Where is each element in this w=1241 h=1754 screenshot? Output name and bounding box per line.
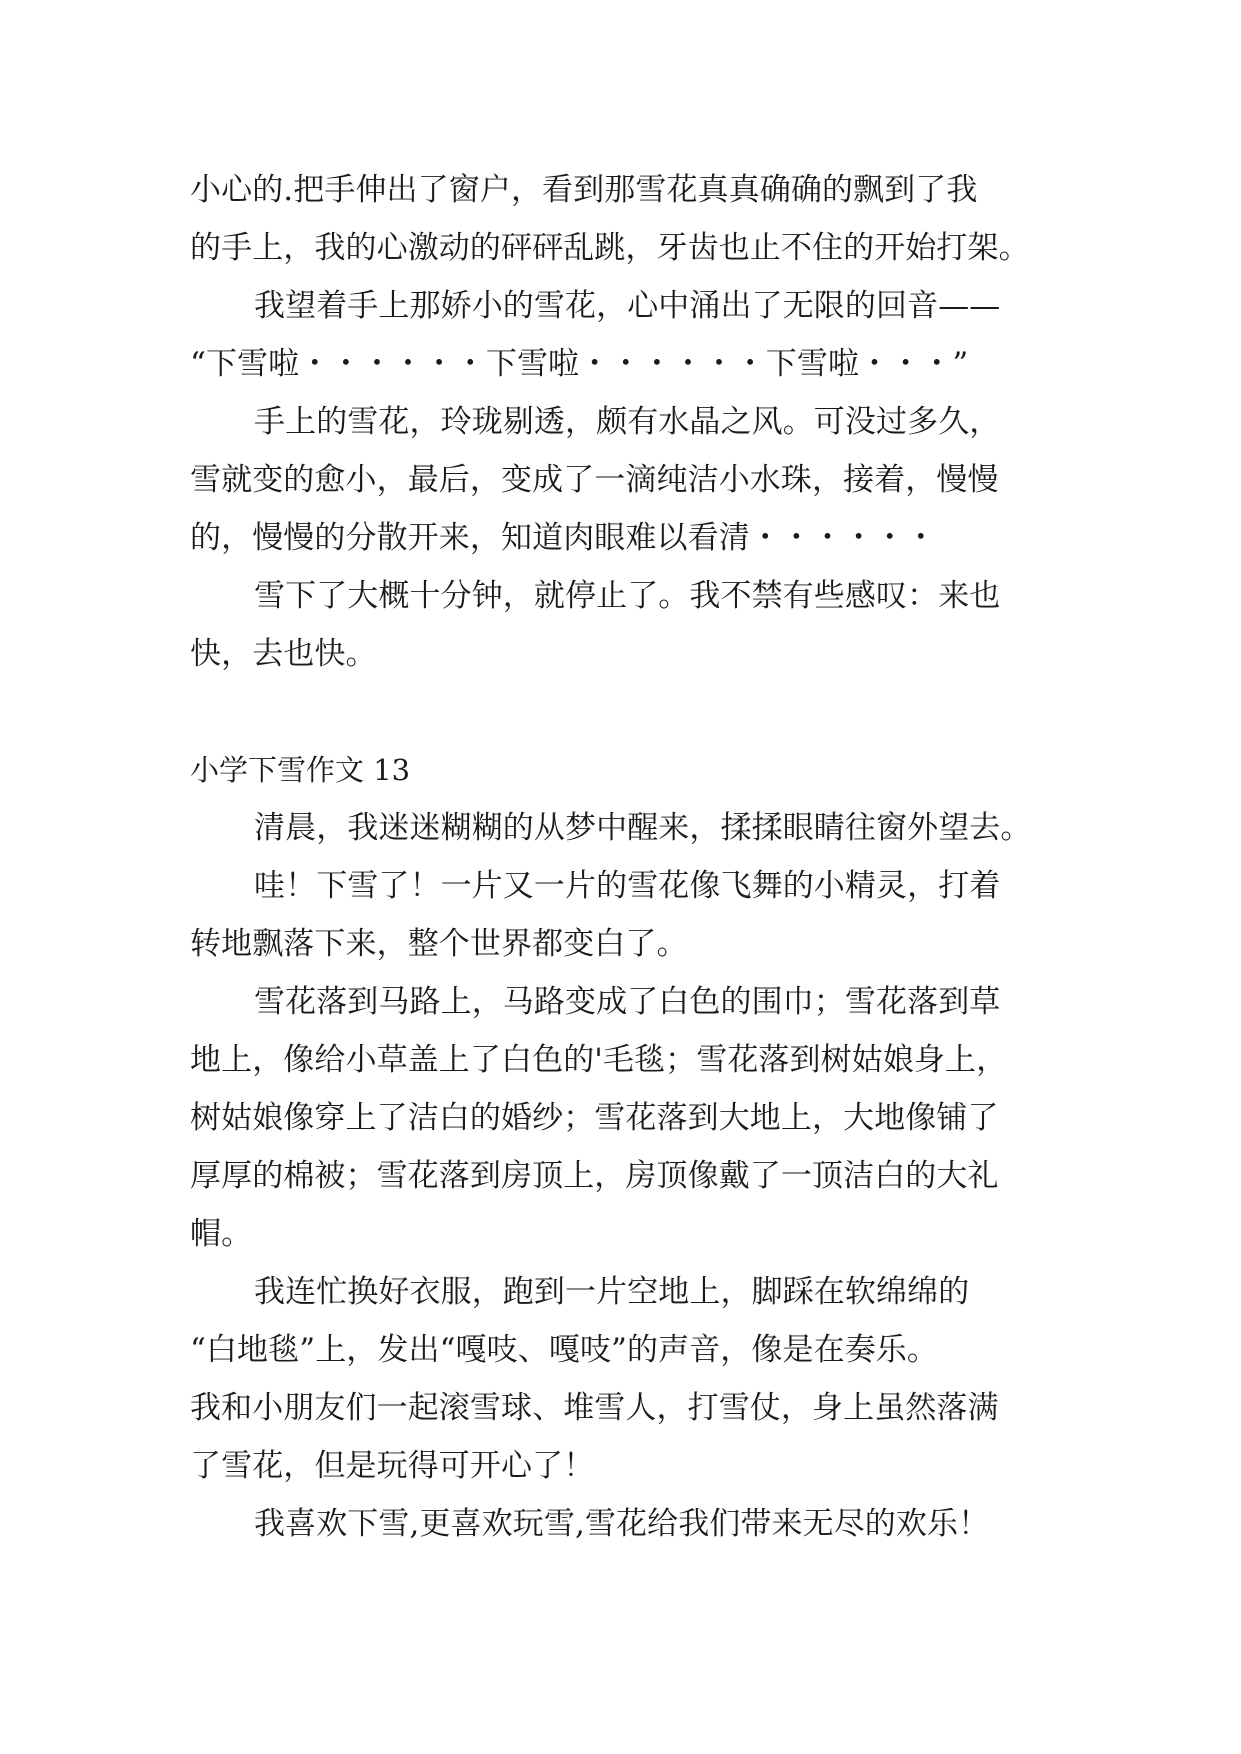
paragraph-line: 地上，像给小草盖上了白色的'毛毯；雪花落到树姑娘身上， [190,1042,1008,1078]
paragraph-line: 帽。 [190,1216,253,1252]
paragraph-line: “白地毯”上，发出“嘎吱、嘎吱”的声音，像是在奏乐。 [190,1332,938,1368]
paragraph-line: 小心的.把手伸出了窗户，看到那雪花真真确确的飘到了我 [190,172,978,208]
paragraph-line: 哇！下雪了！一片又一片的雪花像飞舞的小精灵，打着 [254,868,1001,904]
paragraph-line: 雪就变的愈小，最后，变成了一滴纯洁小水珠，接着，慢慢 [190,462,999,498]
paragraph-line: 我望着手上那娇小的雪花，心中涌出了无限的回音—— [254,288,1001,324]
paragraph-line: 了雪花，但是玩得可开心了！ [190,1448,595,1484]
document-body [190,161,1060,1553]
paragraph-line: 我和小朋友们一起滚雪球、堆雪人，打雪仗，身上虽然落满 [190,1390,999,1426]
section-spacer [190,683,1060,741]
paragraph-line: 清晨，我迷迷糊糊的从梦中醒来，揉揉眼睛往窗外望去。 [254,810,1032,846]
paragraph-line: 树姑娘像穿上了洁白的婚纱；雪花落到大地上，大地像铺了 [190,1100,999,1136]
paragraph-line: 快，去也快。 [190,636,377,672]
paragraph-line: 手上的雪花，玲珑剔透，颇有水晶之风。可没过多久， [254,404,1001,440]
paragraph-line: 我喜欢下雪,更喜欢玩雪,雪花给我们带来无尽的欢乐！ [254,1506,990,1542]
paragraph-line: 雪下了大概十分钟，就停止了。我不禁有些感叹：来也 [254,578,1001,614]
paragraph-line: 的，慢慢的分散开来，知道肉眼难以看清・・・・・・ [190,520,937,556]
paragraph-line: 我连忙换好衣服，跑到一片空地上，脚踩在软绵绵的 [254,1274,970,1310]
section-title: 小学下雪作文 13 [190,753,411,787]
paragraph-line: 雪花落到马路上，马路变成了白色的围巾；雪花落到草 [254,984,1001,1020]
paragraph-line: “下雪啦・・・・・・下雪啦・・・・・・下雪啦・・・” [190,346,969,382]
paragraph-line: 的手上，我的心激动的砰砰乱跳，牙齿也止不住的开始打架。 [190,230,1030,266]
paragraph-line: 厚厚的棉被；雪花落到房顶上，房顶像戴了一顶洁白的大礼 [190,1158,999,1194]
paragraph-line: 转地飘落下来，整个世界都变白了。 [190,926,688,962]
